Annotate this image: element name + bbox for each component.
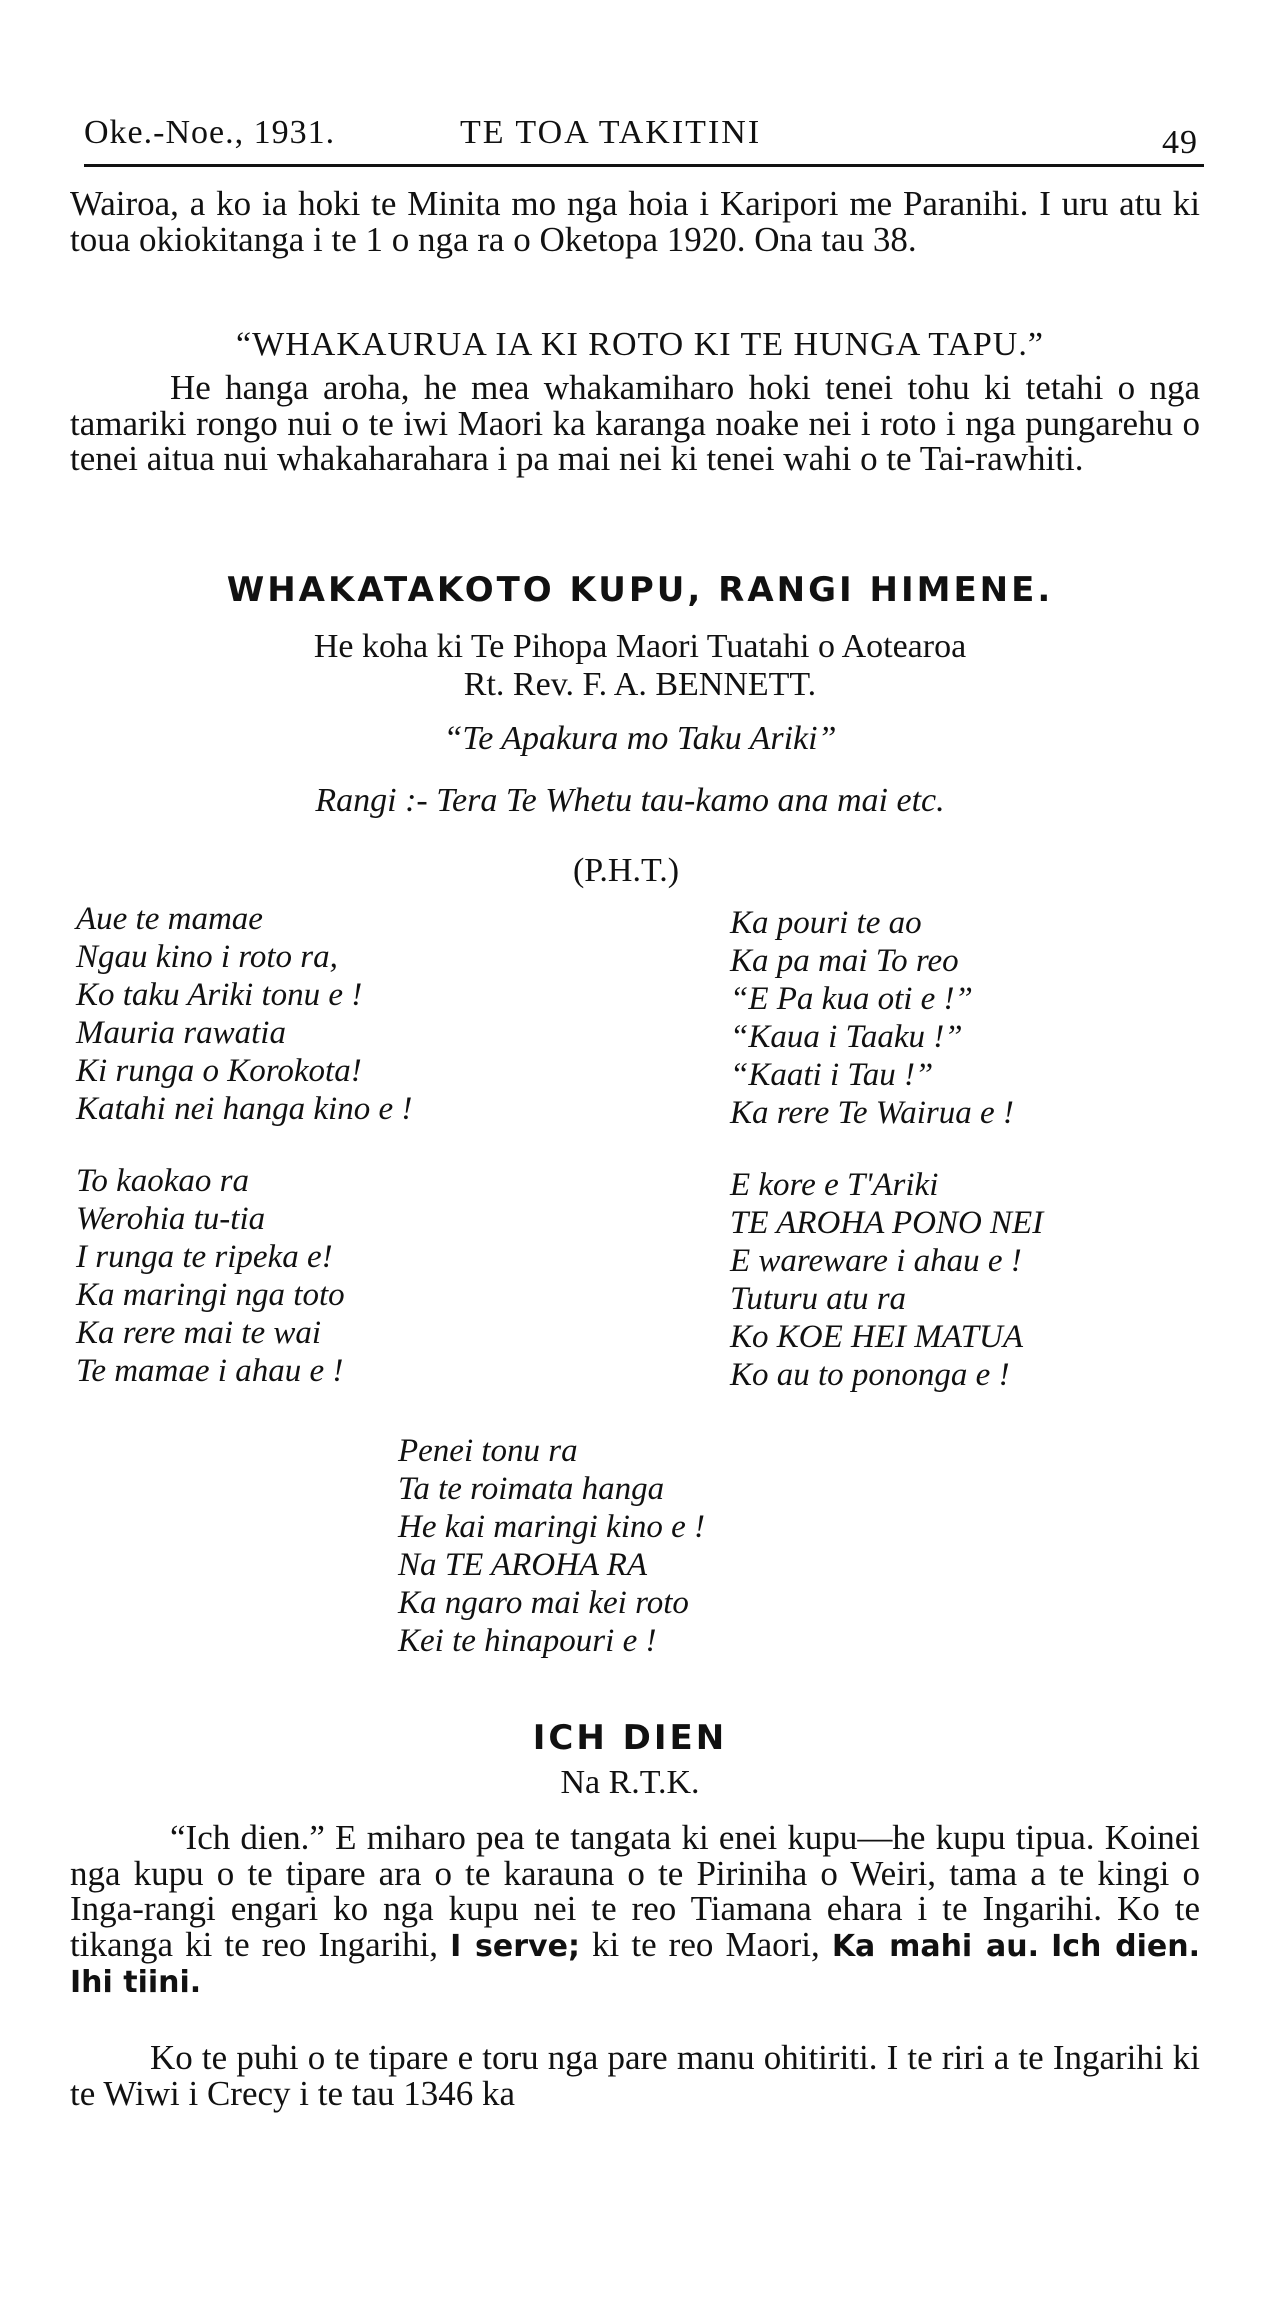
- verse-line: Ka maringi nga toto: [76, 1277, 345, 1313]
- stanza-5: [398, 1432, 705, 1660]
- verse-line: Ki runga o Korokota!: [76, 1053, 362, 1089]
- verse-line: Ta te roimata hanga: [398, 1471, 665, 1507]
- issue-date: Oke.-Noe., 1931.: [84, 114, 336, 151]
- bold-phrase-ihi-tiini: Ihi tiini.: [70, 1964, 202, 2000]
- verse-line: TE AROHA PONO NEI: [730, 1205, 1044, 1241]
- verse-line: “Kaua i Taaku !”: [730, 1019, 963, 1055]
- verse-line: Aue te mamae: [76, 901, 263, 937]
- verse-line: Ka pa mai To reo: [730, 943, 959, 979]
- page-number: 49: [1162, 124, 1198, 161]
- hymn-subtitle: “Te Apakura mo Taku Ariki”: [443, 720, 837, 757]
- verse-line: He kai maringi kino e !: [398, 1509, 706, 1545]
- hymn-title: WHAKATAKOTO KUPU, RANGI HIMENE.: [226, 570, 1054, 610]
- condolence-paragraph: He hanga aroha, he mea whakamiharo hoki tenei tohu ki tetahi o nga tamariki rongo nui o te iwi Maori ka karanga noake nei i roto i nga pungarehu o tenei aitua nui whakaharahara i pa mai nei ki tenei wahi o te Tai-rawhiti.: [70, 368, 1200, 479]
- stanza-1: [76, 900, 412, 1128]
- ich-dien-title: ICH DIEN: [532, 1718, 728, 1758]
- stanza-3: [76, 1162, 345, 1390]
- verse-line: Ngau kino i roto ra,: [76, 939, 338, 975]
- hymn-author: (P.H.T.): [572, 852, 680, 889]
- running-header: [84, 108, 1204, 167]
- ich-dien-paragraph-2: Ko te puhi o te tipare e toru nga pare manu ohitiriti. I te riri a te Ingarihi ki te Wiwi i Crecy i te tau 1346 ka: [70, 2038, 1200, 2113]
- paragraph-text: ki te reo Maori,: [592, 1925, 820, 1965]
- ich-dien-paragraph-1: [70, 1820, 1200, 1998]
- verse-line: Katahi nei hanga kino e !: [76, 1091, 413, 1127]
- verse-line: Ko au to pononga e !: [730, 1357, 1010, 1393]
- verse-line: E wareware i ahau e !: [730, 1243, 1022, 1279]
- quote-heading: “WHAKAURUA IA KI ROTO KI TE HUNGA TAPU.”: [236, 326, 1044, 363]
- verse-line: Mauria rawatia: [76, 1015, 286, 1051]
- bold-phrase-i-serve: I serve;: [450, 1929, 580, 1965]
- paragraph-text: “Ich dien.” E miharo pea te tangata ki enei kupu—he kupu tipua. Koinei nga kupu o te tipare ara o te karauna o te Piriniha o Weiri, tama a te kingi o Inga-rangi engari ko nga kupu nei te reo Tiamana ehara i te Ingarihi. Ko te tikanga ki te reo Ingarihi,: [70, 1818, 1200, 1965]
- verse-line: Ka pouri te ao: [730, 905, 922, 941]
- verse-line: “Kaati i Tau !”: [730, 1057, 934, 1093]
- bold-phrase-ka-mahi-au: Ka mahi au.: [831, 1929, 1039, 1965]
- hymn-tune: Rangi :- Tera Te Whetu tau-kamo ana mai etc.: [315, 782, 945, 819]
- verse-line: Werohia tu-tia: [76, 1201, 266, 1237]
- verse-line: Kei te hinapouri e !: [398, 1623, 657, 1659]
- verse-line: Tuturu atu ra: [730, 1281, 907, 1317]
- verse-line: Na TE AROHA RA: [398, 1547, 648, 1583]
- verse-line: Ka ngaro mai kei roto: [398, 1585, 689, 1621]
- stanza-2: [730, 904, 1014, 1132]
- verse-line: “E Pa kua oti e !”: [730, 981, 973, 1017]
- bold-phrase-ich-dien: Ich dien.: [1051, 1929, 1201, 1965]
- verse-line: To kaokao ra: [76, 1163, 249, 1199]
- verse-line: Ka rere mai te wai: [76, 1315, 322, 1351]
- journal-title: TE TOA TAKITINI: [460, 114, 762, 151]
- ich-dien-byline: Na R.T.K.: [560, 1764, 700, 1801]
- stanza-4: [730, 1166, 1043, 1394]
- intro-paragraph: Wairoa, a ko ia hoki te Minita mo nga hoia i Karipori me Paranihi. I uru atu ki toua okiokitanga i te 1 o nga ra o Oketopa 1920. Ona tau 38.: [70, 184, 1200, 259]
- verse-line: I runga te ripeka e!: [76, 1239, 333, 1275]
- verse-line: Ka rere Te Wairua e !: [730, 1095, 1014, 1131]
- verse-line: Penei tonu ra: [398, 1433, 578, 1469]
- verse-line: Te mamae i ahau e !: [76, 1353, 344, 1389]
- verse-line: Ko taku Ariki tonu e !: [76, 977, 363, 1013]
- verse-line: E kore e T'Ariki: [730, 1167, 939, 1203]
- hymn-dedicatee: Rt. Rev. F. A. BENNETT.: [463, 666, 817, 703]
- hymn-dedication: He koha ki Te Pihopa Maori Tuatahi o Aotearoa: [313, 628, 967, 665]
- verse-line: Ko KOE HEI MATUA: [730, 1319, 1024, 1355]
